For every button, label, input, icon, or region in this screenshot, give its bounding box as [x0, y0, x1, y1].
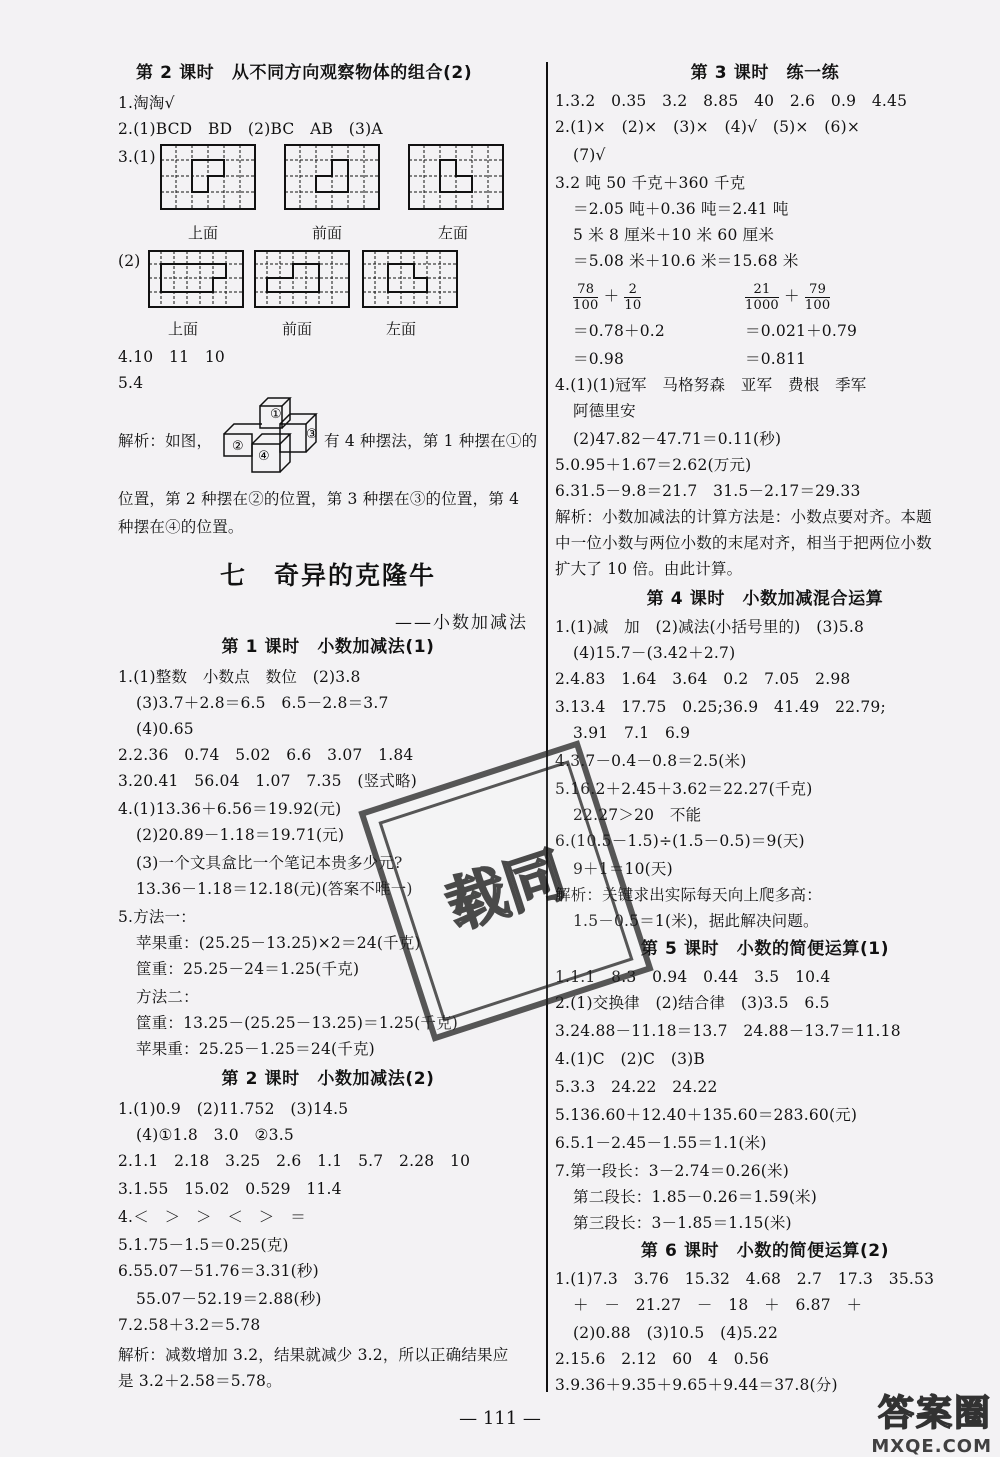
g4: 4.(1)C (2)C (3)B	[555, 1050, 705, 1068]
f2: 2.4.83 1.64 3.64 0.2 7.05 2.98	[555, 670, 851, 688]
c3: 3.20.41 56.04 1.07 7.35 (竖式略)	[118, 772, 417, 790]
fraction-row	[573, 278, 641, 314]
d4: 4.＜ ＞ ＞ ＜ ＞ ＝	[118, 1208, 306, 1226]
c5b: 苹果重：(25.25－13.25)×2＝24(千克)	[136, 934, 421, 952]
h2: 2.15.6 2.12 60 4 0.56	[555, 1350, 770, 1368]
e3g: ＝0.98	[573, 350, 625, 368]
e2: 2.(1)× (2)× (3)× (4)√ (5)× (6)×	[555, 118, 861, 136]
lesson-6-title: 第 6 课时 小数的简便运算(2)	[640, 1241, 890, 1261]
cube-label-4: ④	[258, 449, 270, 464]
c1: 1.(1)整数 小数点 数位 (2)3.8	[118, 668, 361, 686]
fraction-21-1000: $\frac{21}{1000}$	[745, 281, 779, 313]
e4c: (2)47.82－47.71＝0.11(秒)	[573, 430, 782, 448]
caption-left-2: 左面	[386, 320, 417, 338]
h1: 1.(1)7.3 3.76 15.32 4.68 2.7 17.3 35.53	[555, 1270, 935, 1288]
e3b: ＝2.05 吨＋0.36 吨＝2.41 吨	[573, 200, 789, 218]
f5: 5.16.2＋2.45＋3.62＝22.27(千克)	[555, 780, 813, 798]
h3: 3.9.36＋9.35＋9.65＋9.44＝37.8(分)	[555, 1376, 838, 1394]
d5: 5.1.75－1.5＝0.25(克)	[118, 1236, 289, 1254]
e3d: ＝5.08 米＋10.6 米＝15.68 米	[573, 252, 799, 270]
d7-analysis-b: 是 3.2＋2.58＝5.78。	[118, 1372, 282, 1390]
caption-front-1: 前面	[312, 224, 343, 242]
c5: 5.方法一：	[118, 908, 196, 926]
c5c: 筐重：25.25－24＝1.25(千克)	[136, 960, 360, 978]
grid-front-view-1	[284, 144, 380, 210]
e2b: (7)√	[573, 146, 606, 164]
c4: 4.(1)13.36＋6.56＝19.92(元)	[118, 800, 342, 818]
analysis-1a-text: 解析：如图，	[118, 432, 213, 450]
analysis-1d: 种摆在④的位置。	[118, 518, 244, 536]
c4b: (2)20.89－1.18＝19.71(元)	[136, 826, 345, 844]
lesson-5-title: 第 5 课时 小数的简便运算(1)	[640, 939, 890, 959]
e5: 5.0.95＋1.67＝2.62(万元)	[555, 456, 752, 474]
g8c: 第三段长：3－1.85＝1.15(米)	[573, 1214, 792, 1232]
e6c: 扩大了 10 倍。由此计算。	[555, 560, 743, 578]
fraction-79-100: $\frac{79}{100}$	[804, 281, 831, 313]
e3c: 5 米 8 厘米＋10 米 60 厘米	[573, 226, 775, 244]
e3: 3.2 吨 50 千克＋360 千克	[555, 174, 746, 192]
grid-front-view-2	[254, 250, 350, 308]
d6b: 55.07－52.19＝2.88(秒)	[136, 1290, 322, 1308]
analysis-1a	[118, 428, 212, 454]
f6b: 9＋1＝10(天)	[573, 860, 673, 878]
h1c: (2)0.88 (3)10.5 (4)5.22	[573, 1324, 779, 1342]
c5d: 方法二：	[136, 988, 199, 1006]
f1b: (4)15.7－(3.42＋2.7)	[573, 644, 736, 662]
lesson-1-title: 第 1 课时 小数加减法(1)	[221, 637, 435, 657]
f6c: 解析：关键求出实际每天向上爬多高：	[555, 886, 822, 904]
fraction-78-100: $\frac{78}{100}$	[573, 281, 599, 313]
c1b: (3)3.7＋2.8＝6.5 6.5－2.8＝3.7	[136, 694, 389, 712]
f6: 6.(10.5－1.5)÷(1.5－0.5)＝9(天)	[555, 832, 805, 850]
e6a: 解析：小数加减法的计算方法是：小数点要对齐。本题	[555, 508, 932, 526]
g8b: 第二段长：1.85－0.26＝1.59(米)	[573, 1188, 818, 1206]
cube-figure	[222, 394, 334, 478]
c1c: (4)0.65	[136, 720, 194, 738]
answer-5: 5.4	[118, 374, 144, 392]
answer-2: 2.(1)BCD BD (2)BC AB (3)A	[118, 120, 383, 138]
e3f: ＝0.021＋0.79	[745, 322, 858, 340]
d1: 1.(1)0.9 (2)11.752 (3)14.5	[118, 1100, 349, 1118]
column-divider	[546, 62, 548, 1392]
fraction-row-2	[745, 278, 830, 314]
e1: 1.3.2 0.35 3.2 8.85 40 2.6 0.9 4.45	[555, 92, 908, 110]
d3: 3.1.55 15.02 0.529 11.4	[118, 1180, 342, 1198]
f1: 1.(1)减 加 (2)减法(小括号里的) (3)5.8	[555, 618, 865, 636]
g5: 5.3.3 24.22 24.22	[555, 1078, 718, 1096]
site-watermark	[871, 1385, 992, 1457]
analysis-1c: 位置，第 2 种摆在②的位置，第 3 种摆在③的位置，第 4	[118, 490, 520, 508]
answer-4: 4.10 11 10	[118, 348, 225, 366]
c4d: 13.36－1.18＝12.18(元)(答案不唯一)	[136, 880, 413, 898]
f4: 4.3.7－0.4－0.8＝2.5(米)	[555, 752, 747, 770]
d7-analysis-a: 解析：减数增加 3.2，结果就减少 3.2，所以正确结果应	[118, 1346, 509, 1364]
grid-top-view-1	[160, 144, 256, 210]
d7: 7.2.58＋3.2＝5.78	[118, 1316, 261, 1334]
e3h: ＝0.811	[745, 350, 807, 368]
g8: 7.第一段长：3－2.74＝0.26(米)	[555, 1162, 789, 1180]
analysis-1b: 有 4 种摆法，第 1 种摆在①的	[324, 432, 538, 450]
d6: 6.55.07－51.76＝3.31(秒)	[118, 1262, 319, 1280]
answer-3-prefix: 3.(1)	[118, 148, 156, 166]
e6: 6.31.5－9.8＝21.7 31.5－2.17＝29.33	[555, 482, 861, 500]
f6d: 1.5－0.5＝1(米)，据此解决问题。	[573, 912, 819, 930]
watermark-url: MXQE.COM	[871, 1436, 992, 1457]
d2: 2.1.1 2.18 3.25 2.6 1.1 5.7 2.28 10	[118, 1152, 471, 1170]
stamp-text: 载同	[438, 839, 574, 943]
page-number: — 111 —	[459, 1408, 541, 1429]
lesson-4-title: 第 4 课时 小数加减混合运算	[646, 589, 884, 609]
f5b: 22.27＞20 不能	[573, 806, 702, 824]
lesson-2-title: 第 2 课时 从不同方向观察物体的组合(2)	[136, 63, 473, 83]
e3e: ＝0.78＋0.2	[573, 322, 665, 340]
e6b: 中一位小数与两位小数的末尾对齐，相当于把两位小数	[555, 534, 932, 552]
unit-title: 七 奇异的克隆牛	[219, 561, 436, 590]
h1b: ＋ － 21.27 － 18 ＋ 6.87 ＋	[573, 1296, 863, 1314]
fraction-2-10: $\frac{2}{10}$	[624, 281, 642, 313]
caption-left-1: 左面	[438, 224, 469, 242]
lesson-3-title: 第 3 课时 练一练	[690, 63, 840, 83]
g1: 1.1.1 8.3 0.94 0.44 3.5 10.4	[555, 968, 831, 986]
cube-label-2: ②	[232, 439, 244, 454]
lesson-2b-title: 第 2 课时 小数加减法(2)	[221, 1069, 435, 1089]
unit-subtitle: ——小数加减法	[395, 613, 528, 633]
g2: 2.(1)交换律 (2)结合律 (3)3.5 6.5	[555, 994, 830, 1012]
watermark-logo-text: 答案圈	[877, 1393, 992, 1434]
g3: 3.24.88－11.18＝13.7 24.88－13.7＝11.18	[555, 1022, 901, 1040]
e4b: 阿德里安	[573, 402, 636, 420]
grid-left-view-1	[408, 144, 504, 210]
plus-sign-2: ＋	[784, 287, 800, 305]
d1b: (4)①1.8 3.0 ②3.5	[136, 1126, 294, 1144]
plus-sign: ＋	[603, 287, 620, 305]
c5e: 筐重：13.25－(25.25－13.25)＝1.25(千克)	[136, 1014, 459, 1032]
e4: 4.(1)(1)冠军 马格努森 亚军 费根 季军	[555, 376, 867, 394]
grid-left-view-2	[362, 250, 458, 308]
c4c: (3)一个文具盒比一个笔记本贵多少元?	[136, 854, 403, 872]
answer-1: 1.淘淘√	[118, 94, 175, 112]
cube-label-3: ③	[306, 427, 318, 442]
stamp-ring	[378, 760, 633, 1022]
cube-label-1: ①	[270, 407, 282, 422]
grid-top-view-2	[148, 250, 244, 308]
caption-top-1: 上面	[188, 224, 219, 242]
c2: 2.2.36 0.74 5.02 6.6 3.07 1.84	[118, 746, 414, 764]
f3b: 3.91 7.1 6.9	[573, 724, 691, 742]
f3: 3.13.4 17.75 0.25;36.9 41.49 22.79;	[555, 698, 886, 716]
c5f: 苹果重：25.25－1.25＝24(千克)	[136, 1040, 375, 1058]
answer-3-2-prefix: (2)	[118, 252, 141, 270]
g7: 6.5.1－2.45－1.55＝1.1(米)	[555, 1134, 767, 1152]
g6: 5.136.60＋12.40＋135.60＝283.60(元)	[555, 1106, 858, 1124]
caption-front-2: 前面	[282, 320, 313, 338]
caption-top-2: 上面	[168, 320, 199, 338]
